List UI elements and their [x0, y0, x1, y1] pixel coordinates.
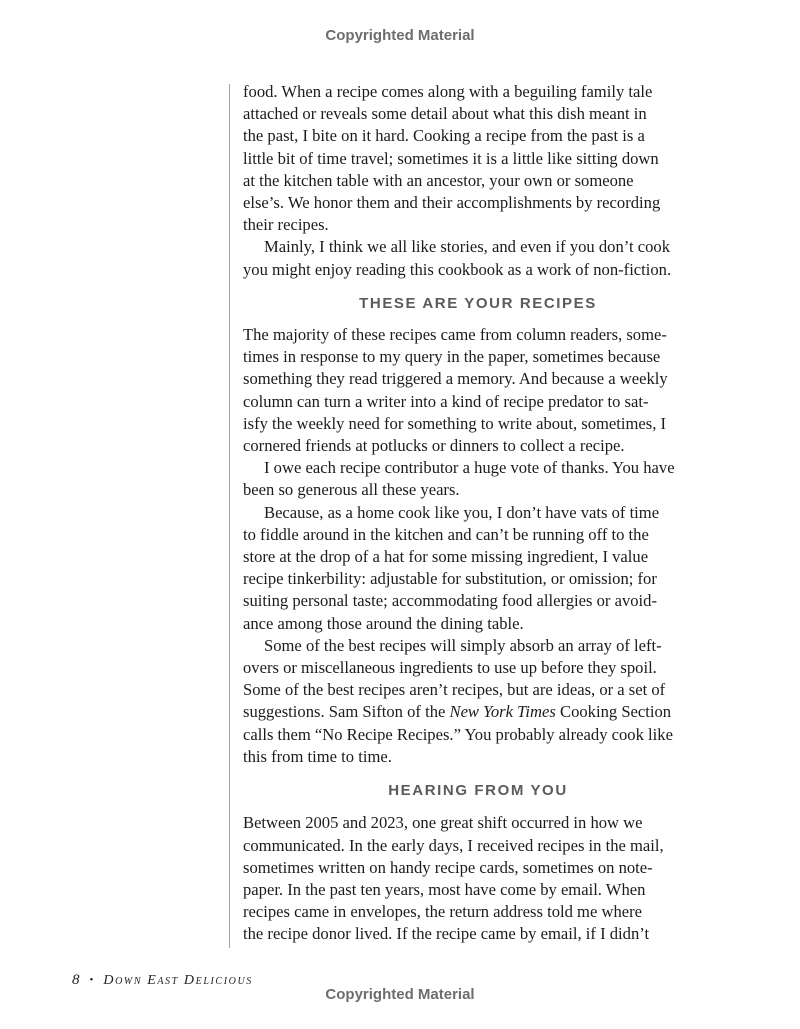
- text-line: Because, as a home cook like you, I don’t have vats of time: [264, 502, 660, 522]
- copyright-watermark-bottom: Copyrighted Material: [325, 986, 475, 1003]
- page-body: [243, 81, 713, 946]
- text-line: their recipes.: [243, 215, 329, 235]
- paragraph: [243, 502, 713, 635]
- text-line: little bit of time travel; sometimes it is a little like sitting down: [243, 148, 659, 168]
- text-line: Some of the best recipes aren’t recipes, but are ideas, or a set of: [243, 680, 666, 700]
- text-line: suiting personal taste; accommodating food allergies or avoid-: [243, 591, 657, 611]
- section-heading: THESE ARE YOUR RECIPES: [359, 294, 597, 312]
- paragraph: [243, 635, 713, 768]
- text-line: sometimes written on handy recipe cards, sometimes on note-: [243, 857, 653, 877]
- running-title: Down East Delicious: [103, 973, 253, 988]
- text-line: store at the drop of a hat for some missing ingredient, I value: [243, 547, 649, 567]
- text-line: I owe each recipe contributor a huge vote of thanks. You have: [264, 458, 675, 478]
- text-line: attached or reveals some detail about what this dish meant in: [243, 104, 647, 124]
- text-line: Between 2005 and 2023, one great shift occurred in how we: [243, 813, 643, 833]
- text-line: Some of the best recipes will simply absorb an array of left-: [264, 635, 662, 655]
- text-line: food. When a recipe comes along with a beguiling family tale: [243, 82, 653, 101]
- text-line: The majority of these recipes came from column readers, some-: [243, 325, 667, 345]
- copyright-watermark-top: Copyrighted Material: [325, 27, 475, 44]
- text-line: Mainly, I think we all like stories, and even if you don’t cook: [264, 237, 671, 257]
- text-line: times in response to my query in the paper, sometimes because: [243, 347, 661, 367]
- text-line: at the kitchen table with an ancestor, your own or someone: [243, 170, 634, 190]
- publication-title: New York Times: [449, 702, 556, 722]
- text-line: recipes came in envelopes, the return address told me where: [243, 902, 643, 922]
- text-fragment: Cooking Section: [555, 702, 672, 722]
- paragraph: [243, 324, 713, 457]
- bullet-separator: •: [89, 974, 94, 986]
- text-fragment: suggestions. Sam Sifton of the: [243, 702, 450, 722]
- text-line: been so generous all these years.: [243, 480, 460, 500]
- text-line: this from time to time.: [243, 746, 392, 766]
- text-line: else’s. We honor them and their accomplishments by recording: [243, 193, 661, 213]
- text-line: [243, 701, 713, 723]
- text-line: you might enjoy reading this cookbook as a work of non-fiction.: [243, 259, 672, 279]
- page-number: 8: [72, 972, 80, 988]
- text-line: column can turn a writer into a kind of recipe predator to sat-: [243, 391, 649, 411]
- text-line: overs or miscellaneous ingredients to use up before they spoil.: [243, 658, 657, 678]
- paragraph: [243, 812, 713, 945]
- text-line: ance among those around the dining table.: [243, 613, 524, 633]
- text-line: isfy the weekly need for something to write about, sometimes, I: [243, 413, 667, 433]
- text-line: the past, I bite on it hard. Cooking a recipe from the past is a: [243, 126, 645, 146]
- text-line: cornered friends at potlucks or dinners to collect a recipe.: [243, 436, 625, 456]
- paragraph: [243, 236, 713, 280]
- paragraph-continued: [243, 81, 713, 236]
- text-line: calls them “No Recipe Recipes.” You probably already cook like: [243, 724, 673, 744]
- text-line: paper. In the past ten years, most have come by email. When: [243, 879, 646, 899]
- text-line: communicated. In the early days, I received recipes in the mail,: [243, 835, 664, 855]
- section-heading: HEARING FROM YOU: [388, 782, 568, 800]
- text-line: to fiddle around in the kitchen and can’t be running off to the: [243, 524, 649, 544]
- margin-rule: [229, 84, 230, 948]
- paragraph: [243, 457, 713, 501]
- text-line: recipe tinkerbility: adjustable for substitution, or omission; for: [243, 569, 657, 589]
- text-line: the recipe donor lived. If the recipe came by email, if I didn’t: [243, 924, 650, 944]
- text-line: something they read triggered a memory. And because a weekly: [243, 369, 668, 389]
